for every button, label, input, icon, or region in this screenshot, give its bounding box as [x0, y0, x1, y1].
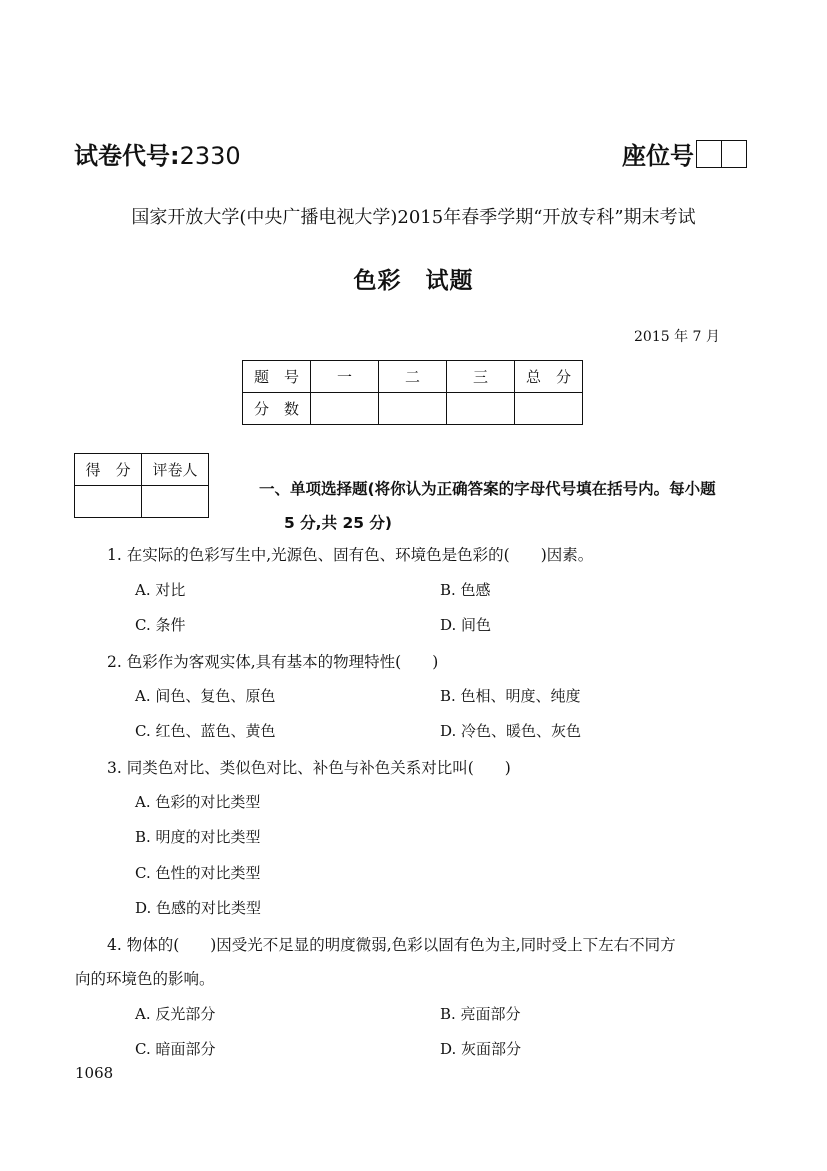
seat-box: [722, 140, 747, 168]
score-table-header-cell: 二: [379, 361, 447, 393]
exam-date: 2015 年 7 月: [634, 329, 720, 345]
question-3-option-c: C. 色性的对比类型: [135, 864, 261, 882]
question-2-option-b: B. 色相、明度、纯度: [440, 687, 581, 705]
score-cell: [515, 393, 583, 425]
score-cell: [311, 393, 379, 425]
score-table-score-row: [243, 393, 583, 425]
section-title-continued: 5 分,共 25 分): [284, 514, 393, 532]
question-1-option-d: D. 间色: [440, 616, 492, 634]
page-number: 1068: [75, 1064, 114, 1082]
question-2-text: 2. 色彩作为客观实体,具有基本的物理特性( ): [107, 653, 439, 671]
question-4-option-c: C. 暗面部分: [135, 1040, 216, 1058]
exam-code: [74, 136, 241, 171]
question-4-option-a: A. 反光部分: [135, 1005, 216, 1023]
grader-table-header-cell: 评卷人: [142, 454, 209, 486]
seat-number: [622, 136, 747, 171]
question-1-text: 1. 在实际的色彩写生中,光源色、固有色、环境色是色彩的( )因素。: [107, 546, 594, 564]
grader-cell: [75, 486, 142, 518]
score-table-header-cell: 题 号: [243, 361, 311, 393]
exam-code-number: 2330: [179, 142, 241, 170]
grader-cell: [142, 486, 209, 518]
section-title: 一、单项选择题(将你认为正确答案的字母代号填在括号内。每小题: [259, 480, 716, 498]
score-table: [242, 360, 583, 425]
score-table-header-cell: 三: [447, 361, 515, 393]
question-3-option-b: B. 明度的对比类型: [135, 828, 261, 846]
seat-box: [696, 140, 722, 168]
question-1-option-b: B. 色感: [440, 581, 491, 599]
grader-table-header-row: [75, 454, 209, 486]
seat-number-boxes: [696, 140, 747, 168]
score-table-header-cell: 总 分: [515, 361, 583, 393]
exam-header-line: 国家开放大学(中央广播电视大学)2015年春季学期“开放专科”期末考试: [131, 207, 696, 228]
seat-number-label: 座位号: [622, 142, 694, 170]
grader-table-empty-row: [75, 486, 209, 518]
score-cell: [379, 393, 447, 425]
question-1-option-c: C. 条件: [135, 616, 186, 634]
question-2-option-c: C. 红色、蓝色、黄色: [135, 722, 276, 740]
question-4-text-continued: 向的环境色的影响。: [75, 970, 215, 988]
question-3-option-a: A. 色彩的对比类型: [135, 793, 261, 811]
score-table-row-label: 分 数: [243, 393, 311, 425]
score-table-header-cell: 一: [311, 361, 379, 393]
score-table-header-row: [243, 361, 583, 393]
question-4-option-d: D. 灰面部分: [440, 1040, 522, 1058]
question-2-option-a: A. 间色、复色、原色: [135, 687, 276, 705]
question-3-text: 3. 同类色对比、类似色对比、补色与补色关系对比叫( ): [107, 759, 511, 777]
question-4-option-b: B. 亮面部分: [440, 1005, 521, 1023]
question-1-option-a: A. 对比: [135, 581, 186, 599]
exam-code-label: 试卷代号:: [74, 142, 180, 170]
score-cell: [447, 393, 515, 425]
page-title: 色彩 试题: [353, 268, 474, 294]
grader-table-header-cell: 得 分: [75, 454, 142, 486]
question-3-option-d: D. 色感的对比类型: [135, 899, 262, 917]
question-4-text: 4. 物体的( )因受光不足显的明度微弱,色彩以固有色为主,同时受上下左右不同方: [107, 936, 676, 954]
grader-table: [74, 453, 209, 518]
question-2-option-d: D. 冷色、暖色、灰色: [440, 722, 582, 740]
